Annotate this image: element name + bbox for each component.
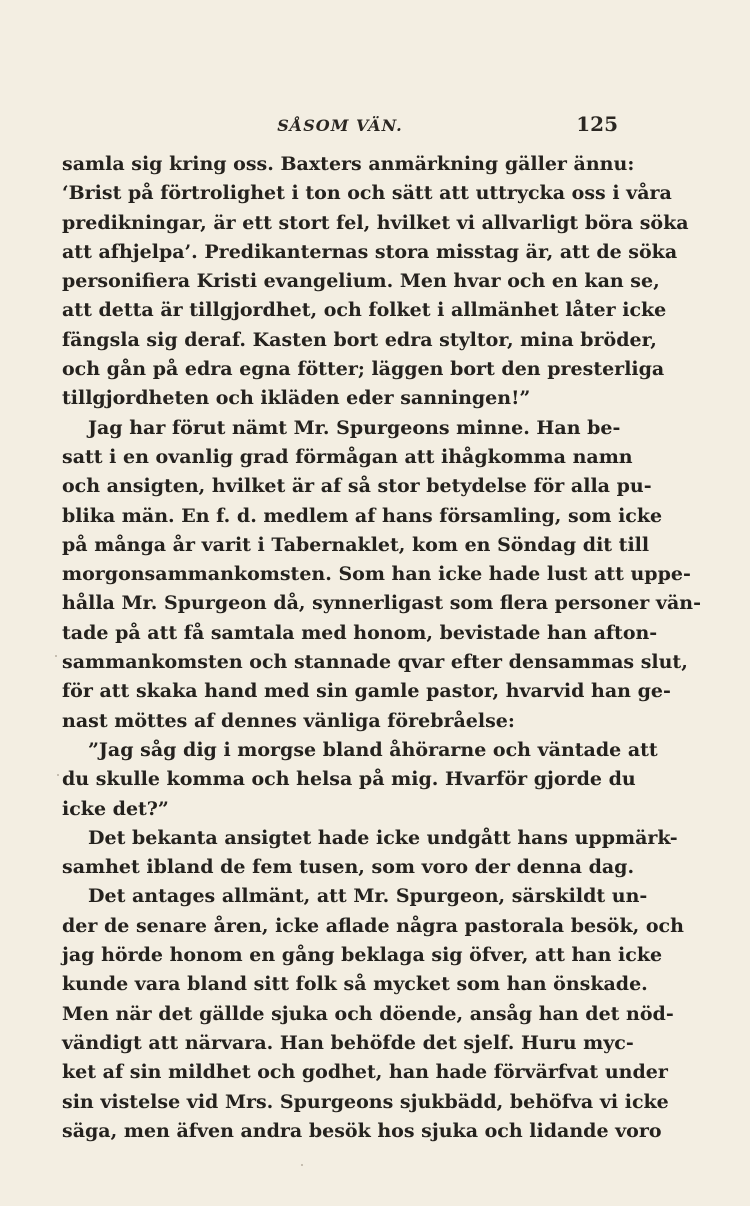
text-line: du skulle komma och helsa på mig. Hvarför gjorde du: [62, 768, 636, 791]
text-line: der de senare åren, icke aflade några pastorala besök, och: [62, 914, 684, 937]
text-line: hålla Mr. Spurgeon då, synnerligast som flera personer vän-: [62, 592, 701, 615]
running-head: [62, 112, 618, 142]
text-line: att afhjelpa’. Predikanternas stora misstag är, att de söka: [62, 240, 678, 263]
text-line: personifiera Kristi evangelium. Men hvar och en kan se,: [62, 270, 660, 293]
page-number: 125: [576, 112, 618, 136]
text-line: vändigt att närvara. Han behöfde det sjelf. Huru myc-: [62, 1031, 634, 1054]
text-line: sammankomsten och stannade qvar efter densammas slut,: [62, 651, 688, 674]
text-line: samla sig kring oss. Baxters anmärkning gäller ännu:: [62, 153, 635, 175]
text-line: ket af sin mildhet och godhet, han hade förvärfvat under: [62, 1061, 668, 1084]
text-line: satt i en ovanlig grad förmågan att ihågkomma namn: [62, 445, 633, 468]
text-line: kunde vara bland sitt folk så mycket som han önskade.: [62, 973, 648, 996]
running-title: SÅSOM VÄN.: [277, 116, 403, 135]
text-line: jag hörde honom en gång beklaga sig öfver, att han icke: [62, 944, 663, 967]
text-line: ”Jag såg dig i morgse bland åhörarne och väntade att: [88, 738, 658, 761]
body-text: [62, 150, 701, 1146]
text-line: säga, men äfven andra besök hos sjuka och lidande voro: [62, 1119, 662, 1142]
text-line: ‘Brist på förtrolighet i ton och sätt att uttrycka oss i våra: [62, 182, 672, 205]
text-line: Jag har förut nämt Mr. Spurgeons minne. Han be-: [88, 416, 621, 439]
text-line: samhet ibland de fem tusen, som voro der denna dag.: [62, 856, 635, 879]
text-line: för att skaka hand med sin gamle pastor, hvarvid han ge-: [62, 680, 671, 703]
text-line: predikningar, är ett stort fel, hvilket vi allvarligt böra söka: [62, 211, 689, 234]
paper-speck: [301, 1164, 303, 1166]
text-line: nast möttes af dennes vänliga förebråelse:: [62, 709, 515, 732]
text-line: att detta är tillgjordhet, och folket i allmänhet låter icke: [62, 299, 667, 322]
text-line: tillgjordheten och ikläden eder sanningen!”: [62, 387, 531, 410]
text-line: och ansigten, hvilket är af så stor betydelse för alla pu-: [62, 475, 652, 498]
text-line: sin vistelse vid Mrs. Spurgeons sjukbädd, behöfva vi icke: [62, 1090, 669, 1113]
text-line: Det bekanta ansigtet hade icke undgått hans uppmärk-: [88, 826, 678, 849]
text-line: icke det?”: [62, 797, 169, 820]
text-line: Men när det gällde sjuka och döende, ansåg han det nöd-: [62, 1002, 674, 1025]
text-line: Det antages allmänt, att Mr. Spurgeon, särskildt un-: [88, 885, 648, 908]
paper-speck: [57, 774, 59, 776]
text-line: morgonsammankomsten. Som han icke hade lust att uppe-: [62, 563, 691, 586]
text-line: blika män. En f. d. medlem af hans församling, som icke: [62, 504, 663, 527]
text-line: och gån på edra egna fötter; läggen bort den presterliga: [62, 358, 665, 381]
text-line: tade på att få samtala med honom, bevistade han afton-: [62, 621, 658, 644]
text-line: på många år varit i Tabernaklet, kom en Söndag dit till: [62, 533, 650, 556]
paper-speck: [55, 655, 57, 657]
text-line: fängsla sig deraf. Kasten bort edra styltor, mina bröder,: [62, 328, 657, 351]
